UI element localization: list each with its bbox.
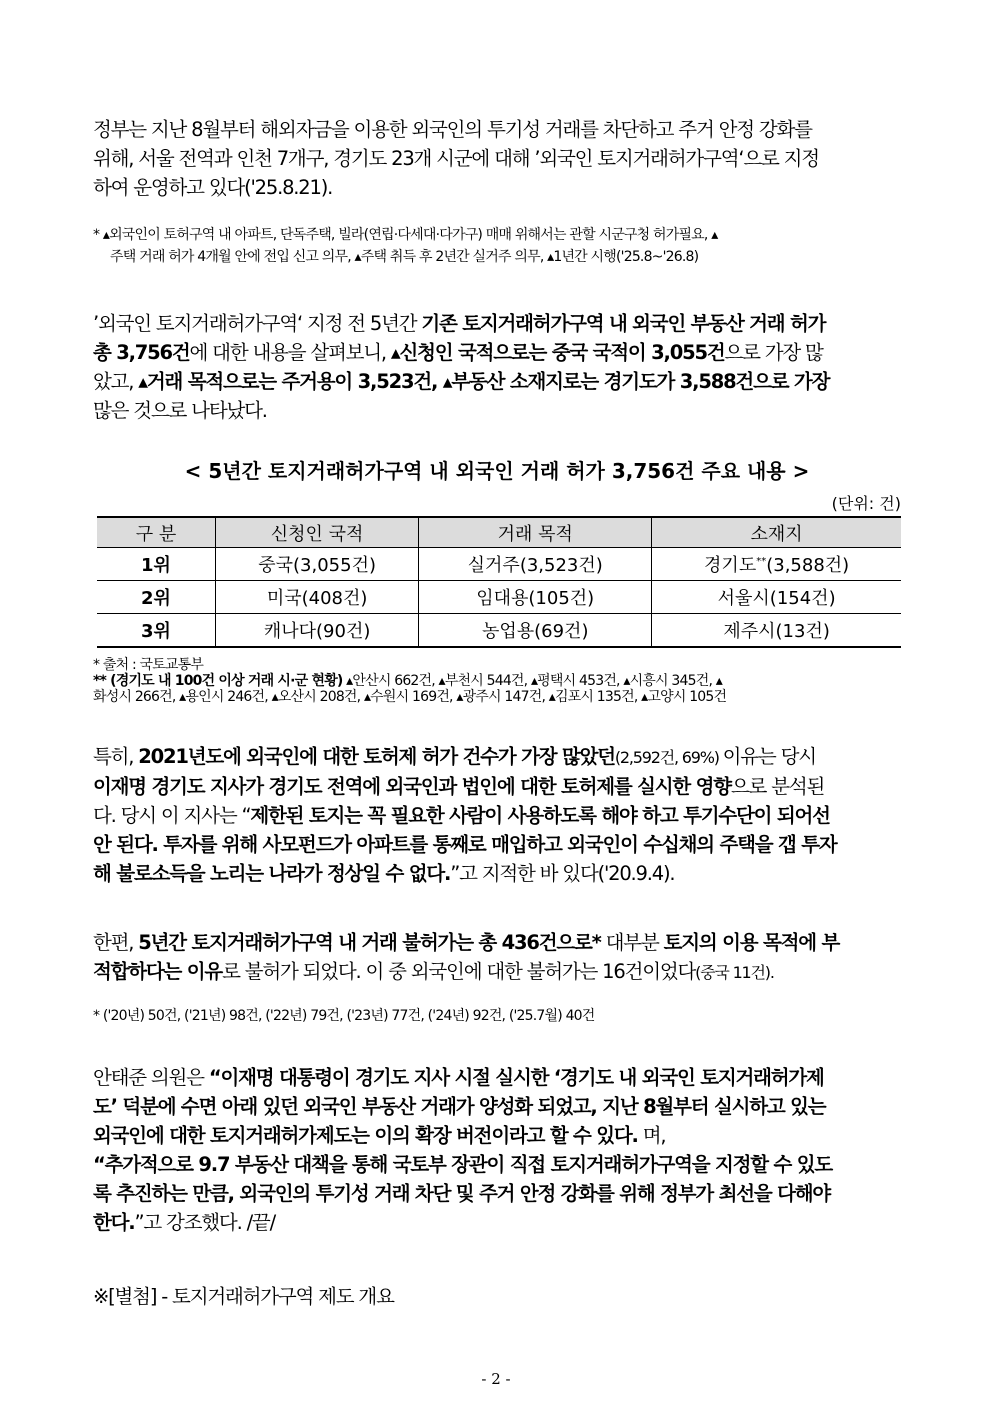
table-notes (93, 657, 903, 705)
text-run-bold: 록 추진하는 만큼, 외국인의 투기성 거래 차단 및 주거 안정 강화를 위해 정부가 최선을 다해야 (93, 1182, 831, 1205)
text-run: ”고 지적한 바 있다('20.9.4). (450, 862, 675, 885)
paragraph-government-designation (93, 115, 901, 202)
text-line: 정부는 지난 8월부터 해외자금을 이용한 외국인의 투기성 거래를 차단하고 주거 안정 강화를 (93, 118, 812, 141)
text-run: 특히, (93, 745, 139, 768)
text-run: 았고, (93, 370, 139, 393)
text-run: 한편, (93, 931, 139, 954)
text-run-bold: 도’ 덕분에 수면 아래 있던 외국인 부동산 거래가 양성화 되었고, 지난 8월부터 실시하고 있는 (93, 1095, 826, 1118)
text-line: 위해, 서울 전역과 인천 7개구, 경기도 23개 시군에 대해 ’외국인 토지거래허가구역‘으로 지정 (93, 147, 819, 170)
table-row (97, 548, 901, 581)
attachment-note: ※[별첨] - 토지거래허가구역 제도 개요 (93, 1285, 394, 1308)
text-run: 로 불허가 되었다. 이 중 외국인에 대한 불허가는 16건이었다 (222, 960, 696, 983)
location-count: (3,588건) (766, 555, 850, 576)
table-source: * 출처 : 국토교통부 (93, 657, 204, 673)
text-run-bold: 외국인에 대한 토지거래허가제도는 이의 확장 버전이라고 할 수 있다. (93, 1124, 638, 1147)
location-text: 경기도 (704, 555, 757, 576)
text-run: 에 대한 내용을 살펴보니, (189, 341, 391, 364)
text-run-bold: 제한된 토지는 꼭 필요한 사람이 사용하도록 해야 하고 투기수단이 되어선 (250, 804, 830, 827)
purpose-cell: 실거주(3,523건) (419, 548, 652, 581)
table-header-row (97, 517, 901, 548)
text-run-bold: 이재명 경기도 지사가 경기도 전역에 외국인과 법인에 대한 토허제를 실시한 영향 (93, 775, 731, 798)
footnote-line: * ▴외국인이 토허구역 내 아파트, 단독주택, 빌라(연립·다세대·다가구) 매매 위해서는 관할 시군구청 허가필요, ▴ (93, 227, 718, 243)
footnote-yearly-denials: * ('20년) 50건, ('21년) 98건, ('22년) 79건, ('23년) 77건, ('24년) 92건, ('25.7월) 40건 (93, 1008, 595, 1024)
location-cell: 제주시(13건) (652, 614, 901, 648)
header-nationality: 신청인 국적 (216, 517, 419, 548)
table-row (97, 581, 901, 614)
text-run-bold: 한다. (93, 1211, 135, 1234)
header-rank: 구 분 (97, 517, 216, 548)
footnote-marker: ** (756, 556, 767, 567)
text-run-bold: 토지의 이용 목적에 부 (663, 931, 840, 954)
purpose-cell: 임대용(105건) (419, 581, 652, 614)
rank-cell: 2위 (97, 581, 216, 614)
permit-table (97, 516, 901, 648)
text-run: ’외국인 토지거래허가구역‘ 지정 전 5년간 (93, 312, 422, 335)
footnote-foreigner-rules (93, 224, 901, 268)
purpose-cell: 농업용(69건) (419, 614, 652, 648)
table-row (97, 614, 901, 648)
text-run: 으로 가장 많 (724, 341, 823, 364)
table-footnote (93, 673, 903, 689)
text-run: (2,592건, 69%) (614, 748, 723, 767)
paragraph-2021-analysis (93, 742, 901, 888)
nationality-cell: 캐나다(90건) (216, 614, 419, 648)
location-cell (652, 548, 901, 581)
page-number: - 2 - (481, 1370, 511, 1388)
text-run: (중국 11건). (695, 963, 774, 982)
text-run-bold: 기존 토지거래허가구역 내 외국인 부동산 거래 허가 (421, 312, 826, 335)
paragraph-permit-summary (93, 309, 901, 425)
paragraph-lawmaker-quote (93, 1063, 901, 1237)
table-unit: (단위: 건) (831, 494, 901, 513)
text-run: ”고 강조했다. /끝/ (134, 1211, 275, 1234)
location-cell: 서울시(154건) (652, 581, 901, 614)
text-run: 이유는 당시 (722, 745, 816, 768)
rank-cell: 1위 (97, 548, 216, 581)
text-run: 많은 것으로 나타났다. (93, 399, 267, 422)
text-run: 다. 당시 이 지사는 “ (93, 804, 251, 827)
text-run-bold: 2021년도에 외국인에 대한 토허제 허가 건수가 가장 많았던 (138, 745, 615, 768)
text-run-bold: 적합하다는 이유 (93, 960, 223, 983)
table-footnote-cont: 화성시 266건, ▴용인시 246건, ▴오산시 208건, ▴수원시 169건, ▴광주시 147건, ▴김포시 135건, ▴고양시 105건 (93, 689, 727, 705)
header-purpose: 거래 목적 (419, 517, 652, 548)
text-run-bold: 5년간 토지거래허가구역 내 거래 불허가는 총 436건으로* (138, 931, 601, 954)
text-run: 며, (637, 1124, 666, 1147)
rank-cell: 3위 (97, 614, 216, 648)
footnote-line: 주택 거래 허가 4개월 안에 전입 신고 의무, ▴주택 취득 후 2년간 실거주 의무, ▴1년간 시행('25.8~'26.8) (110, 249, 699, 265)
text-run-bold: ▴신청인 국적으로는 중국 국적이 3,055건 (390, 341, 725, 364)
footnote-label: ** (경기도 내 100건 이상 거래 시·군 현황) (93, 673, 343, 689)
text-run: 대부분 (600, 931, 664, 954)
text-run-bold: 해 불로소득을 노리는 나라가 정상일 수 없다. (93, 862, 451, 885)
text-run-bold: “이재명 대통령이 경기도 지사 시절 실시한 ‘경기도 내 외국인 토지거래허가제 (208, 1066, 824, 1089)
text-run-bold: 안 된다. 투자를 위해 사모펀드가 아파트를 통째로 매입하고 외국인이 수십채의 주택을 갭 투자 (93, 833, 837, 856)
nationality-cell: 미국(408건) (216, 581, 419, 614)
text-line: 하여 운영하고 있다('25.8.21). (93, 176, 333, 199)
footnote-text: ▴안산시 662건, ▴부천시 544건, ▴평택시 453건, ▴시흥시 345건, ▴ (342, 673, 722, 689)
text-run-bold: ▴거래 목적으로는 주거용이 3,523건, ▴부동산 소재지로는 경기도가 3,588건으로 가장 (138, 370, 830, 393)
text-run: 안태준 의원은 (93, 1066, 209, 1089)
text-run-bold: 총 3,756건 (93, 341, 190, 364)
nationality-cell: 중국(3,055건) (216, 548, 419, 581)
text-run: 으로 분석된 (730, 775, 825, 798)
header-location: 소재지 (652, 517, 901, 548)
table-title: < 5년간 토지거래허가구역 내 외국인 거래 허가 3,756건 주요 내용 > (184, 459, 810, 483)
text-run-bold: “추가적으로 9.7 부동산 대책을 통해 국토부 장관이 직접 토지거래허가구역을 지정할 수 있도 (93, 1153, 832, 1176)
paragraph-denials (93, 928, 901, 987)
